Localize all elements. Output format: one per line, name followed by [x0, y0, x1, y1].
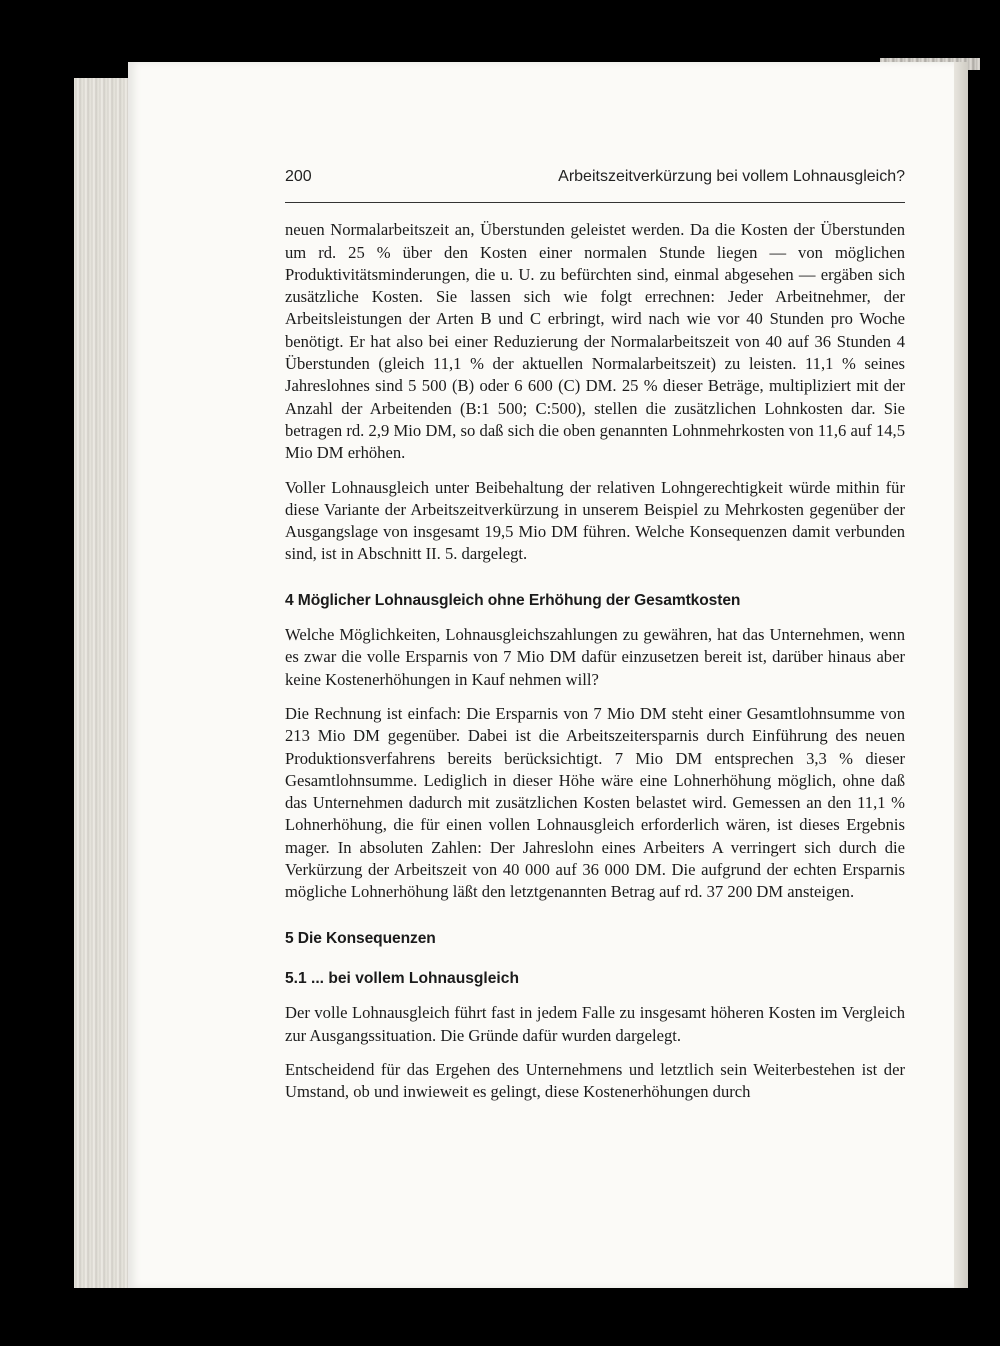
paragraph-2: Voller Lohnausgleich unter Beibehaltung der relativen Lohngerechtigkeit würde mithin für diese Variante der Arbeitszeitverkürzung in unserem Beispiel zu Mehrkosten gegenüber der Ausgangslage von insgesamt 19,5 Mio DM führen. Welche Konsequenzen damit verbunden sind, ist in Abschnitt II. 5. dargelegt.: [285, 477, 905, 564]
paragraph-3: Welche Möglichkeiten, Lohnausgleichszahlungen zu gewähren, hat das Unternehmen, wenn es zwar die volle Ersparnis von 7 Mio DM dafür einzusetzen bereit ist, darüber hinaus aber keine Kostenerhöhungen in Kauf nehmen will?: [285, 625, 905, 689]
paragraph-5: Der volle Lohnausgleich führt fast in jedem Falle zu insgesamt höheren Kosten im Vergleich zur Ausgangssituation. Die Gründe dafür wurden dargelegt.: [285, 1003, 905, 1045]
running-header: [285, 166, 905, 203]
paragraph-4: Die Rechnung ist einfach: Die Ersparnis von 7 Mio DM steht einer Gesamtlohnsumme von 213 Mio DM gegenüber. Dabei ist die Arbeitszeitersparnis durch Einführung des neuen Produktionsverfahrens bereits berücksichtigt. 7 Mio DM entsprechen 3,3 % dieser Gesamtlohnsumme. Lediglich in dieser Höhe wäre eine Lohnerhöhung möglich, ohne daß das Unternehmen dadurch mit zusätzlichen Kosten belastet wird. Gemessen an den 11,1 % Lohnerhöhung, die für einen vollen Lohnausgleich erforderlich wären, ist dieses Ergebnis mager. In absoluten Zahlen: Der Jahreslohn eines Arbeiters A verringert sich durch die Verkürzung der Arbeitszeit von 40 000 auf 36 000 DM. Die aufgrund der echten Ersparnis mögliche Lohnerhöhung läßt den letztgenannten Betrag auf rd. 37 200 DM ansteigen.: [285, 703, 905, 902]
running-title: Arbeitszeitverkürzung bei vollem Lohnausgleich?: [558, 168, 905, 185]
page-content: [285, 166, 905, 1115]
body-text: [285, 219, 905, 1103]
section-heading-5: 5 Die Konsequenzen: [285, 929, 436, 947]
subsection-heading-5-1: 5.1 ... bei vollem Lohnausgleich: [285, 969, 519, 987]
section-heading-4: 4 Möglicher Lohnausgleich ohne Erhöhung der Gesamtkosten: [285, 591, 741, 609]
page-number: 200: [285, 168, 312, 185]
book-page-edges: [74, 78, 134, 1288]
paragraph-1: neuen Normalarbeitszeit an, Überstunden geleistet werden. Da die Kosten der Überstunden um rd. 25 % über den Kosten einer normalen Stunde liegen — von möglichen Produktivitätsminderungen, die u. U. zu befürchten sind, einmal abgesehen — ergäben sich zusätzliche Kosten. Sie lassen sich wie folgt errechnen: Jeder Arbeitnehmer, der Arbeitsleistungen der Arten B und C erbringt, wird nach wie vor 40 Stunden pro Woche benötigt. Er hat also bei einer Reduzierung der Normalarbeitszeit von 40 auf 36 Stunden 4 Überstunden (gleich 11,1 % der aktuellen Normalarbeitszeit) zu leisten. 11,1 % seines Jahreslohnes sind 5 500 (B) oder 6 600 (C) DM. 25 % dieser Beträge, multipliziert mit der Anzahl der Arbeitenden (B:1 500; C:500), stellen die zusätzlichen Lohnkosten dar. Sie betragen rd. 2,9 Mio DM, so daß sich die oben genannten Lohnmehrkosten von 11,6 auf 14,5 Mio DM erhöhen.: [285, 220, 905, 463]
page-right-edge: [954, 62, 968, 1288]
paragraph-6: Entscheidend für das Ergehen des Unternehmens und letztlich sein Weiterbestehen ist der Umstand, ob und inwieweit es gelingt, diese Kostenerhöhungen durch: [285, 1059, 905, 1102]
